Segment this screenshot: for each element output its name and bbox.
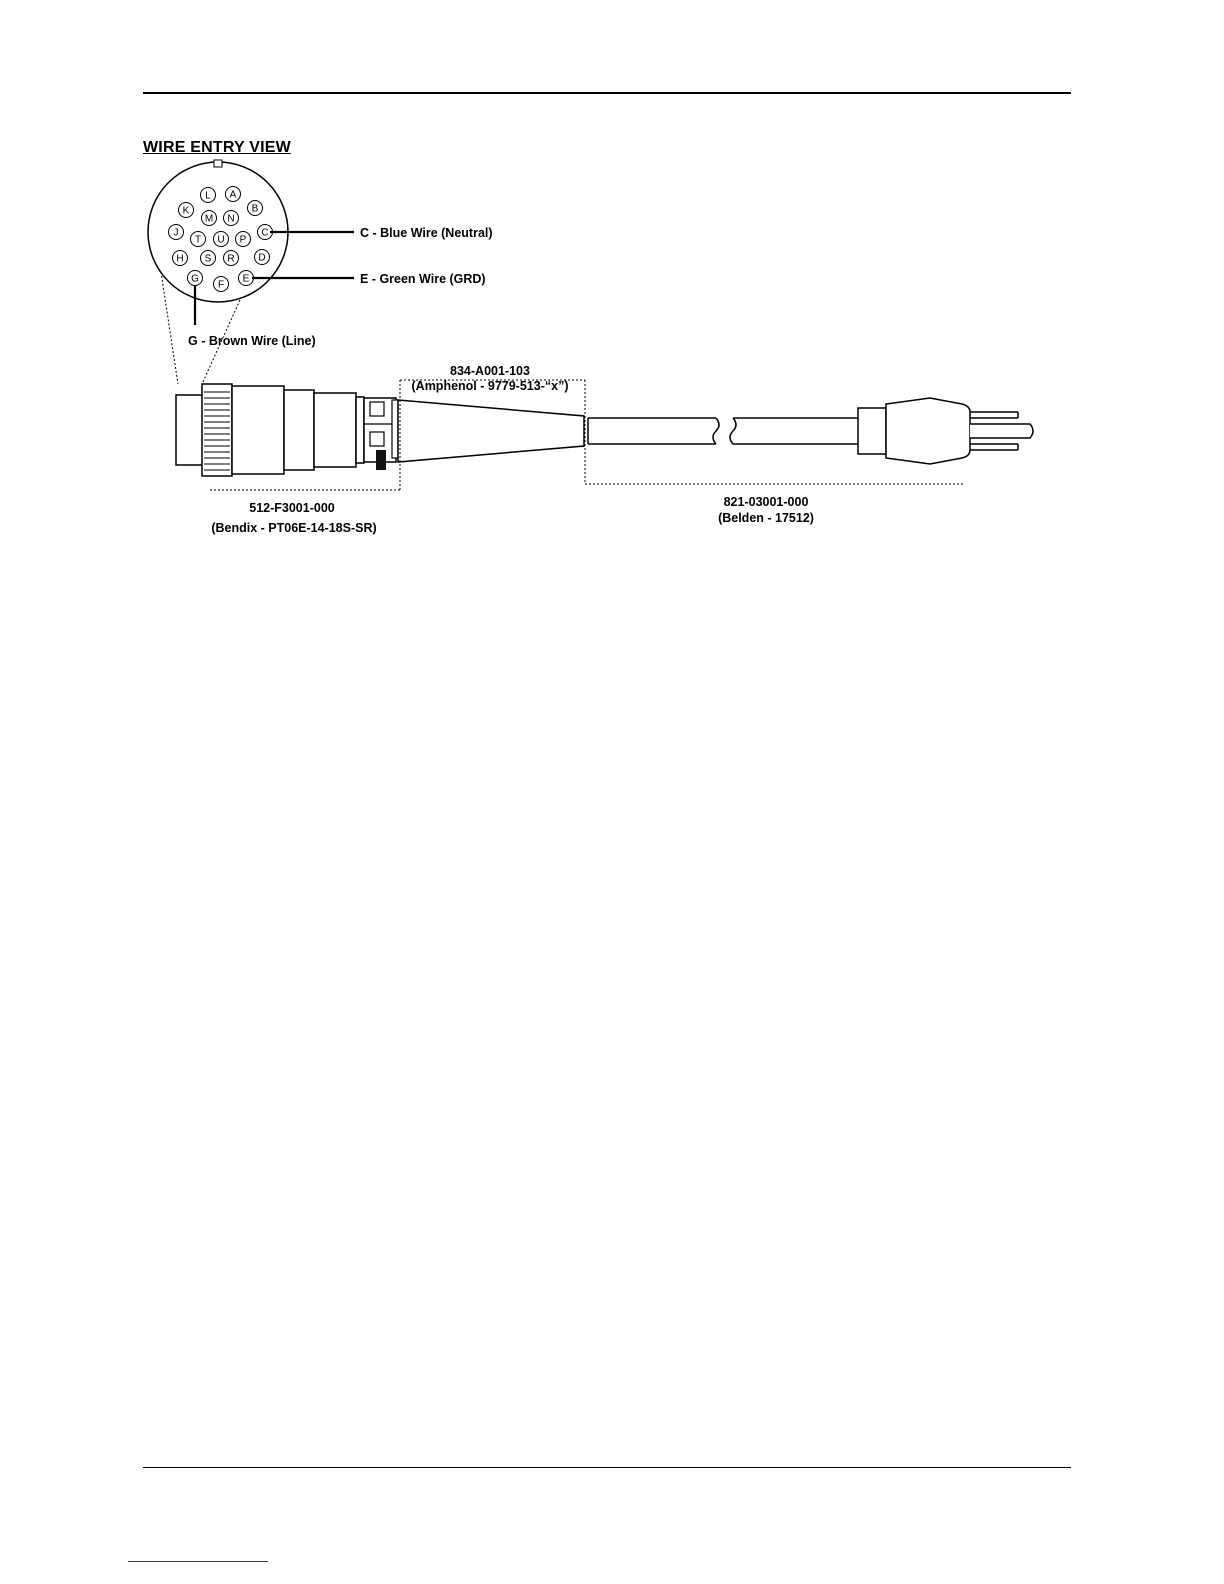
callout-pin-e: E - Green Wire (GRD) — [360, 272, 486, 286]
pin-label-e: E — [242, 273, 250, 285]
connector-part-number: 512-F3001-000 — [249, 501, 335, 515]
pin-label-k: K — [182, 205, 190, 217]
backshell-manufacturer: (Amphenol - 9779-513-“x”) — [411, 379, 569, 393]
pin-label-f: F — [217, 279, 225, 291]
pin-label-g: G — [191, 273, 199, 285]
cable-part-number: 821-03001-000 — [723, 495, 809, 509]
connector-manufacturer: (Bendix - PT06E-14-18S-SR) — [211, 521, 377, 535]
pin-label-j: J — [173, 227, 179, 239]
pin-label-s: S — [204, 253, 212, 265]
strain-relief-boot — [398, 400, 584, 462]
pin-label-a: A — [229, 189, 237, 201]
pin-label-l: L — [205, 190, 211, 202]
diagram-title: WIRE ENTRY VIEW — [143, 139, 291, 156]
backshell-part-number: 834-A001-103 — [450, 364, 530, 378]
callout-pin-c: C - Blue Wire (Neutral) — [360, 226, 493, 240]
pin-label-h: H — [176, 253, 184, 265]
pin-label-u: U — [217, 234, 225, 246]
pin-label-n: N — [227, 213, 235, 225]
pin-label-r: R — [227, 253, 235, 265]
pin-label-d: D — [258, 252, 266, 264]
footer-link-underline — [128, 1561, 268, 1562]
cable — [588, 418, 858, 444]
pin-label-t: T — [194, 234, 202, 246]
ac-plug — [858, 398, 1033, 464]
circular-connector — [176, 384, 398, 476]
callout-pin-g: G - Brown Wire (Line) — [188, 334, 316, 348]
pin-label-c: C — [261, 227, 269, 239]
cable-manufacturer: (Belden - 17512) — [718, 511, 814, 525]
projection-line-left — [161, 272, 178, 384]
pin-label-m: M — [204, 213, 214, 225]
pin-label-b: B — [251, 203, 259, 215]
footer-rule — [143, 1467, 1071, 1468]
pin-label-p: P — [239, 234, 247, 246]
